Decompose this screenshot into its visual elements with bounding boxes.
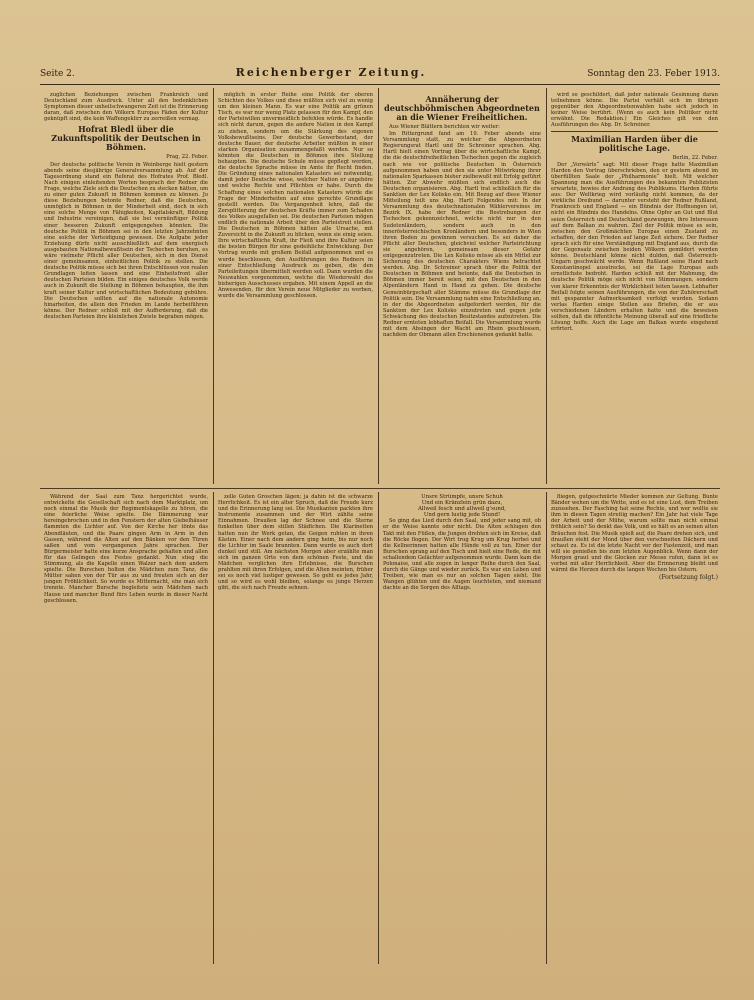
article-heading-annaeherung: Annäherung der deutschböhmischen Abgeordneten an die Wiener Freiheitlichen. xyxy=(384,94,540,122)
page-header xyxy=(40,66,720,85)
verse-line-3: Allweil fesch und allweil g'sund, xyxy=(417,506,506,513)
bottom-column-1 xyxy=(44,494,208,962)
col4-intro: wird so geschildert, daß jeder nationale Gesinnung daran teilnehmen könne. Die Partei verhält sich im übrigen gegenüber den Abgeordnetenwahlen habe sich jedoch in keiner Weise berührt. (Wenn es auch kein Politiker nicht erwähnt. Die Redaktion.) Ein Gleiches gilt von den Ausführungen des Abg. Dr. Schreiner. xyxy=(551,92,718,129)
col1-intro: zuglichen Beziehungen zwischen Frankreich und Deutschland zum Ausdruck. Unter all den bedenklichen Symptomen dieser unheilschwangeren Zeit ist die Erinnerung daran, daß zwischen den Völkern Europas Fäden der Kultur geknüpft sind, die kein Waffengeklirr zu zerreißen vermag. xyxy=(44,92,208,123)
verse-line-2: Und ein Kränzlein grün dazu, xyxy=(421,500,503,507)
column-4 xyxy=(551,92,718,484)
column-3 xyxy=(383,92,541,484)
newspaper-title: Reichenberger Zeitung. xyxy=(235,66,427,79)
continuation-note: (Fortsetzung folgt.) xyxy=(659,574,718,582)
article-heading-harden: Maximilian Harden über die politische Lage. xyxy=(571,133,698,153)
col2-body: möglich in erster Reihe eine Politik der oberen Schichten des Volkes und diese müßten sich viel zu wenig um den kleinen Mann. Es war eine Politik am grünen Tisch, es war nur wenig Platz gelassen für den Kampf, den der Parteiwillen unvermeidlich befehlen würde. Es handle sich nicht darum, gegen die andere Nation in den Kampf zu ziehen, sondern um die Stärkung des eigenen Volksbewußtseins. Der deutsche Gewerbestand, der deutsche Bauer, der deutsche Arbeiter müßten in einer starken Organisation zusammengefaßt werden. Nur so könnten die Deutschen in Böhmen ihre Stellung behaupten. Die deutsche Schule müsse gepflegt werden, die deutsche Sprache müsse im Amte ihr Recht finden. Die Gründung eines nationalen Katasters sei notwendig, damit jeder Deutsche wisse, welcher Nation er angehöre und welche Rechte und Pflichten er habe. Durch die Schaffung eines solchen nationalen Katasters würde die Frage der Minderheiten auf eine gerechte Grundlage gestellt werden. Die Vergangenheit lehre, daß die Zersplitterung der deutschen Kräfte immer zum Schaden des Volkes ausgefallen sei. Die deutschen Parteien mögen endlich die nationale Arbeit über den Parteistreit stellen. Die Deutschen in Böhmen hätten alle Ursache, mit Zuversicht in die Zukunft zu blicken, wenn sie einig seien. Ihre wirtschaftliche Kraft, ihr Fleiß und ihre Kultur seien die besten Bürgen für eine gedeihliche Entwicklung. Der Vortrag wurde mit großem Beifall aufgenommen und es wurde beschlossen, den Ausführungen des Redners in einer Entschließung Ausdruck zu geben, die den Parteileitungen übermittelt werden soll. Dann wurden die Neuwahlen vorgenommen, welche die Wiederwahl des bisherigen Ausschusses ergaben. Mit einem Appell an die Anwesenden, für den Verein neue Mitglieder zu werben, wurde die Versammlung geschlossen. xyxy=(218,92,373,300)
column-1 xyxy=(44,92,208,484)
bottom1-body: Während der Saal zum Tanz hergerichtet wurde, entwickelte die Gesellschaft sich nach dem Marktplatz, um noch einmal die Musik der Regimentskapelle zu hören, die eine feierliche Weise spielte. Die Dämmerung war hereingebrochen und in den Fenstern der alten Giebelhäuser flammten die Lichter auf. Von der Kirche her tönte das Abendläuten, und die Paare gingen Arm in Arm in den Gassen, während die Alten auf den Bänken vor den Türen saßen und vom vergangenen Jahre sprachen. Der Bürgermeister hatte eine kurze Ansprache gehalten und allen für das Gelingen des Festes gedankt. Nun stieg die Stimmung, als die Kapelle einen Walzer nach dem andern spielte. Die Burschen holten die Mädchen zum Tanz, die Mütter sahen von der Tür aus zu und freuten sich an der jungen Fröhlichkeit. So wurde es Mitternacht, ehe man sich trennte. Mancher Bursche begleitete sein Mädchen nach Hause und mancher Bund fürs Leben wurde in dieser Nacht geschlossen. xyxy=(44,494,208,604)
article-heading-bledl: Hofrat Bledl über die Zukunftspolitik der Deutschen in Böhmen. xyxy=(51,124,201,153)
col1-body: Der deutsche politische Verein in Weinberge hielt gestern abends seine diesjährige Generalversammlung ab. Auf der Tagesordnung stand ein Referat des Hofrates Prof. Bledl. Nach einigen einleitenden Worten besprach der Redner die Frage, welche Ziele sich die Deutschen zu stecken hätten, um zu einer guten Zukunft in Böhmen kommen zu können. Jo diese Beziehungen betonte Redner, daß die Deutschen, unmöglich in Böhmen in der Minderheit sind, doch in sich eine solche Menge von Fähigkeiten, Kapitalskraft, Bildung und Industrie vereinigen, daß sie bei vernünftiger Politik einer besseren Zukunft entgegengehen könnten. Die deutsche Politik in Böhmen sei in den letzten Jahrzehnten eine solche der Verteidigung gewesen. Die Aufgabe jeder Erziehung dürfe nicht ausschließlich auf dem energisch ausgebauten Nationalbewußtsein der Tschechen beruhen, es wäre vielmehr Pflicht aller Deutschen, sich in den Dienst einer gemeinsamen, einheitlichen Politik zu stellen. Die deutsche Politik müsse sich bei ihren Entschlüssen von realen Grundlagen leiten lassen und eine Einheitsfront aller deutschen Parteien bilden. Ein einiges deutsches Volk werde auch in Zukunft die Stellung in Böhmen behaupten, die ihm kraft seiner Kultur und wirtschaftlichen Bedeutung gebühre. Die Deutschen sollten auf die nationale Autonomie hinarbeiten, die allein den Frieden im Lande herbeiführen könne. Der Redner schloß mit der Aufforderung, daß die deutschen Parteien ihre kleinlichen Zwiste begraben mögen. xyxy=(44,161,208,320)
column-2 xyxy=(218,92,373,484)
bottom2-body: zelle Guten Groschen lägen; ja dahin ist die schwarze Herrlichkeit. Es ist ein alter Spruch, daß die Freude kurz und die Erinnerung lang sei. Die Musikanten packten ihre Instrumente zusammen und der Wirt zählte seine Einnahmen. Draußen lag der Schnee und die Sterne funkelten über dem stillen Städtchen. Die Klarinetten hatten nun ihr Werk getan, die Geigen ruhten in ihren Kästen. Einer nach dem andern ging heim, bis nur noch die Lichter im Saale brannten. Dann wurde es auch dort dunkel und still. Am nächsten Morgen aber erzählte man sich im ganzen Orte von dem schönen Feste, und die Mädchen verglichen ihre Erlebnisse, die Burschen prahlten mit ihren Erfolgen, und die Alten meinten, früher sei es noch viel lustiger gewesen. So geht es jedes Jahr, und so wird es wohl bleiben, solange es junge Herzen gibt, die sich nach Freude sehnen. xyxy=(218,494,373,592)
page-number: Seite 2. xyxy=(40,69,75,79)
bottom-column-4 xyxy=(551,494,718,962)
verse-line-1: Unsre Strümpfe, unsre Schuh xyxy=(421,494,503,500)
bottom-column-2 xyxy=(218,494,373,962)
col4-dateline: Berlin, 22. Feber. xyxy=(672,154,718,161)
col3-intro: Aus Wiener Blättern berichten wir weiter: xyxy=(389,124,500,130)
col3-body: Im Rittergrund fand am 19. Feber abends eine Versammlung statt, zu welcher die Abgeordneten Regierungsrat Hartl und Dr. Schreiner sprachen. Abg. Hartl hielt einen Vortrag über die wirtschaftliche Kampf, die die deutschfreiheitlichen Tschechen gegen die zugleich nach wie vor politische Deutschen in Österreich aufgenommen haben und den sie unter Mitwirkung ihrer nationalen Sparkassen bisher zielbewußt mit Erfolg geführt hätten. Zur Abwehr müßten sich endlich auch die Deutschen organisieren. Abg. Hartl trat schließlich für die Sanktion der Lex Kolisko ein. Mit Bezug auf diese Wiener Mitteilung teilt uns Abg. Hartl Folgendes mit: In der Versammlung des deutschnationalen Wählervereines im Bezirk IX. habe der Redner die Bestrebungen der Tschechen gekennzeichnet, welche nicht nur in den Sudetenländern, sondern auch in den innerösterreichischen Kronländern und besonders in Wien ihren Boden zu gewinnen versuchen. Es sei daher die Pflicht aller Deutschen, gleichviel welcher Parteirichtung sie angehören, gemeinsam dieser Gefahr entgegenzutreten. Die Lex Kolisko müsse als ein Mittel zur Sicherung des deutschen Charakters Wiens betrachtet werden. Abg. Dr. Schreiner sprach über die Politik der Deutschen in Böhmen und betonte, daß die Deutschen in Böhmen immer bereit seien, mit den Deutschen in den Alpenländern Hand in Hand zu gehen. Die deutsche Gemeinbürgschaft aller Stämme müsse die Grundlage der Politik sein. Die Versammlung nahm eine Entschließung an, in der die Abgeordneten aufgefordert werden, für die Sanktion der Lex Kolisko einzutreten und gegen jede Schwächung des deutschen Besitzstandes aufzutreten. Die Redner ernteten lebhaften Beifall. Die Versammlung wurde mit dem Absingen der Wacht am Rhein geschlossen, nachdem der Obmann allen Erschienenen gedankt hatte. xyxy=(383,131,541,339)
col4-body: Der „Vorwärts“ sagt: Mit dieser Frage hatte Maximilian Harden den Vortrag überschrieben, den er gestern abend im überfüllten Saale der „Philharmonie“ hielt. Mit welcher Spannung man die Ausführungen des bekannten Publizisten erwartete, bewies der Andrang des Publikums. Harden führte aus: Der Weltkrieg wird vorläufig nicht kommen, da der wirkliche Dreibund — darunter versteht der Redner Rußland, Frankreich und England — ein Bündnis der Hoffnungen ist, nicht ein Bündnis des Handelns. Ohne Opfer an Gut und Blut seien Österreich und Deutschland gezwungen, ihre Interessen auf dem Balkan zu wahren. Ziel der Politik müsse es sein, zwischen den Großmächten Europas einen Zustand zu schaffen, der den Frieden auf lange Zeit sichere. Der Redner sprach sich für eine Verständigung mit England aus, durch die der Gegensatz zwischen beiden Völkern gemildert werden könne. Deutschland könne nicht dulden, daß Österreich-Ungarn geschwächt werde. Wenn Rußland seine Hand nach Konstantinopel ausstrecke, sei die Lage Europas aufs ernstlichste bedroht. Harden schloß mit der Mahnung, die deutsche Politik möge sich nicht von Stimmungen, sondern von klarer Erkenntnis der Wirklichkeit leiten lassen. Lebhafter Beifall folgte seinen Ausführungen, die von der Zuhörerschaft mit gespannter Aufmerksamkeit verfolgt wurden. Sodann verlas Harden einige Stellen aus Briefen, die er aus verschiedenen Ländern erhalten hatte und die beweisen sollten, daß die öffentliche Meinung überall auf eine friedliche Lösung hoffe. Auch die Lage am Balkan wurde eingehend erörtert. xyxy=(551,161,718,333)
bottom-column-3 xyxy=(383,494,541,962)
col1-dateline: Prag, 22. Feber. xyxy=(166,154,208,161)
bottom4-body: fliegen, gutgeschnürte Mieder kommen zur Geltung. Bunte Bänder wehen um die Wette, und es ist eine Lust, dem Treiben zuzusehen. Der Fasching hat seine Rechte, und wer wollte sie ihm in diesen Tagen streitig machen? Ein Jahr hat viele Tage der Arbeit und der Mühe, warum sollte man nicht einmal fröhlich sein? So denkt das Volk, und so hält es an seinen alten Bräuchen fest. Die Musik spielt auf, die Paare drehen sich, und draußen steht der Mond über den verschneiten Dächern und schaut zu. Es ist die letzte Nacht vor der Fastenzeit, und man will sie genießen bis zum letzten Augenblick. Wenn dann der Morgen graut und die Glocken zur Messe rufen, dann ist es vorbei mit aller Herrlichkeit. Aber die Erinnerung bleibt und wärmt die Herzen durch die langen Wochen bis Ostern. xyxy=(551,494,718,574)
bottom3-body: So ging das Lied durch den Saal, und jeder sang mit, ob er die Weise kannte oder nicht. Die Alten schlugen den Takt mit den Füßen, die Jungen drehten sich im Kreise, daß die Röcke flogen. Der Wirt trug Krug um Krug herbei und die Kellnerinnen hatten alle Hände voll zu tun. Einer der Burschen sprang auf den Tisch und hielt eine Rede, die mit schallendem Gelächter aufgenommen wurde. Dann kam die Polonaise, und alle zogen in langer Reihe durch den Saal, durch die Gänge und wieder zurück. Es war ein Leben und Treiben, wie man es nur an solchen Tagen sieht. Die Wangen glühten und die Augen leuchteten, und niemand dachte an die Sorgen des Alltags. xyxy=(383,518,541,592)
issue-date: Sonntag den 23. Feber 1913. xyxy=(587,69,720,79)
verse-line-4: Und gern lustig jede Stund! xyxy=(423,512,501,519)
